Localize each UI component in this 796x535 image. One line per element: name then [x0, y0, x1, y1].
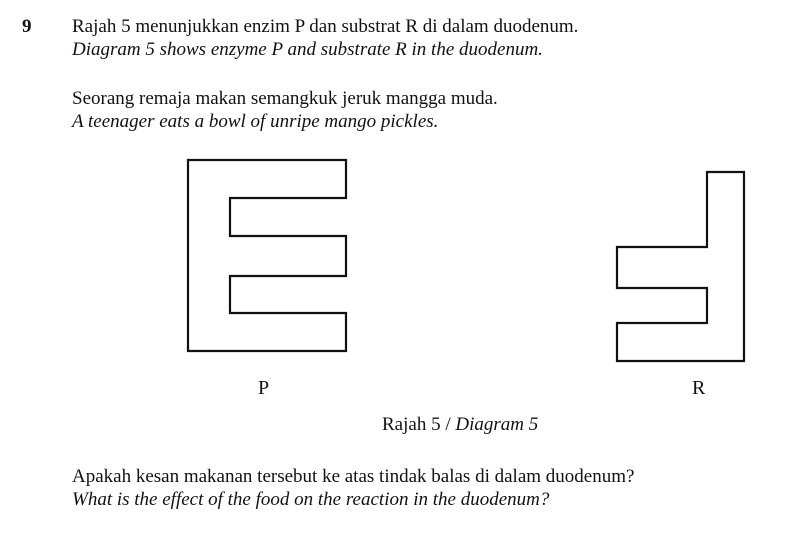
caption-english: Diagram 5	[455, 414, 539, 435]
intro-malay: Rajah 5 menunjukkan enzim P dan substrat R di dalam duodenum.	[72, 16, 579, 37]
question-number: 9	[22, 16, 32, 37]
substrate-r-shape	[617, 172, 744, 361]
enzyme-p-shape	[188, 160, 346, 351]
enzyme-label: P	[258, 377, 270, 399]
context-malay: Seorang remaja makan semangkuk jeruk mangga muda.	[72, 88, 498, 109]
substrate-label: R	[692, 377, 706, 399]
prompt-malay: Apakah kesan makanan tersebut ke atas tindak balas di dalam duodenum?	[72, 466, 635, 487]
prompt-english: What is the effect of the food on the reaction in the duodenum?	[72, 489, 550, 510]
enzyme-substrate-diagram	[0, 150, 796, 380]
intro-english: Diagram 5 shows enzyme P and substrate R in the duodenum.	[72, 39, 543, 60]
context-english: A teenager eats a bowl of unripe mango pickles.	[72, 111, 439, 132]
diagram-caption	[382, 414, 538, 436]
caption-malay: Rajah 5 /	[382, 414, 456, 435]
